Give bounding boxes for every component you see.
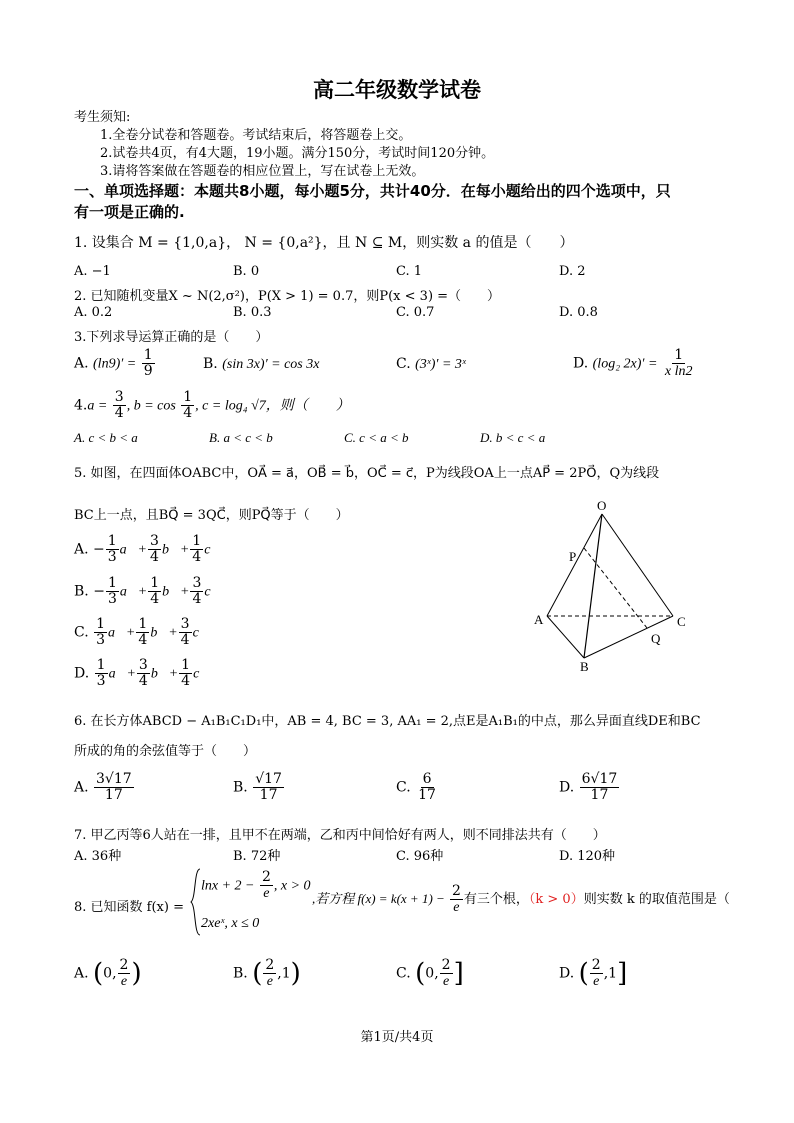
q3-b-expr: (sin 3x)′ = cos 3x <box>222 357 320 372</box>
q6-c-label: C. <box>396 779 411 796</box>
q5-b-label: B. <box>74 583 89 600</box>
q8-d-label: D. <box>559 965 575 982</box>
q8-option-a <box>74 958 142 989</box>
q6-a-den: 17 <box>104 787 123 803</box>
q5-d-v3: c⃗ <box>193 666 211 682</box>
q1-option-d: D. 2 <box>559 264 586 279</box>
tetrahedron-figure <box>525 498 705 676</box>
q8-case1-b: , x > 0 <box>273 878 311 894</box>
q6-c-den: 17 <box>418 787 436 803</box>
notice-heading: 考生须知: <box>74 110 131 125</box>
q3-option-d <box>573 348 696 379</box>
q7-option-b: B. 72种 <box>233 849 281 864</box>
section-heading-line2: 有一项是正确的. <box>74 203 185 221</box>
q6-d-fraction <box>580 772 620 803</box>
q8-b-right: ,1 <box>277 965 291 982</box>
q8-case1 <box>201 870 311 901</box>
q5-option-a <box>74 534 221 565</box>
q5-a-frac1-den: 3 <box>107 549 117 565</box>
q8-b-close: ) <box>290 958 301 989</box>
q8-mid: ,若方程 f(x) = k(x + 1) − <box>312 891 445 906</box>
q2-stem: 2. 已知随机变量X ~ N(2,σ²)，P(X > 1) = 0.7，则P(x < 3) =（ ） <box>74 289 501 304</box>
q5-b-frac2-num: 1 <box>150 575 160 591</box>
q8-mid-den: e <box>453 900 460 915</box>
q8-d-num: 2 <box>591 957 601 973</box>
q5-a-frac2-den: 4 <box>150 549 159 565</box>
q8-c-close: ] <box>453 958 464 989</box>
q6-c-fraction <box>416 772 438 803</box>
q5-b-frac3-den: 4 <box>192 591 202 607</box>
q3-d-fraction <box>663 348 695 379</box>
q5-c-frac2-den: 4 <box>138 632 148 648</box>
q1-stem: 1. 设集合 M = {1,0,a}， N = {0,a²}，且 N ⊆ M，则实数 a 的值是（ ） <box>74 235 574 251</box>
q4-a-fraction <box>113 390 126 421</box>
q5-a-v1: a⃗+ <box>119 542 148 558</box>
q5-c-v2: b⃗+ <box>150 625 178 641</box>
q7-stem: 7. 甲乙丙等6人站在一排，且甲不在两端，乙和丙中间恰好有两人，则不同排法共有（ ） <box>74 828 606 843</box>
q5-a-label: A. <box>74 541 89 558</box>
q3-c-expr: (3ˣ)′ = 3ˣ <box>415 357 466 372</box>
q5-b-v3: c⃗ <box>204 584 222 600</box>
q5-c-frac1 <box>94 617 107 648</box>
q5-a-frac2-num: 3 <box>150 533 159 549</box>
q4-a-part: a = <box>87 398 108 414</box>
q3-option-a <box>74 348 156 379</box>
q5-d-frac2-den: 4 <box>138 673 148 689</box>
q5-a-v3: c⃗ <box>204 542 222 558</box>
q8-b-label: B. <box>233 965 248 982</box>
q8-red-condition: （k > 0） <box>528 892 584 907</box>
q3-a-fraction <box>142 348 155 379</box>
q1-option-a: A. −1 <box>74 264 111 279</box>
q6-a-label: A. <box>74 779 89 796</box>
q5-a-v2: b⃗+ <box>161 542 190 558</box>
q1-option-b: B. 0 <box>233 264 260 279</box>
page-title: 高二年级数学试卷 <box>313 78 481 102</box>
q5-b-v1: a⃗+ <box>119 584 148 600</box>
q3-option-c <box>396 356 466 373</box>
q3-a-label: A. <box>74 355 89 372</box>
label-c: C <box>677 614 686 629</box>
q6-stem-line2: 所成的角的余弦值等于（ ） <box>74 744 257 759</box>
q4-b-num: 1 <box>183 389 193 405</box>
q8-option-d <box>559 958 627 989</box>
q4-b-part: , b = cos <box>126 398 176 414</box>
q8-option-b <box>233 958 301 989</box>
q8-case1-fraction <box>260 870 273 901</box>
q5-b-v2: b⃗+ <box>162 584 190 600</box>
q3-d-num: 1 <box>674 347 684 363</box>
q8-case1-a: lnx + 2 − <box>201 878 255 894</box>
q8-d-right: ,1 <box>603 965 618 982</box>
q8-a-label: A. <box>74 965 89 982</box>
q4-prefix: 4. <box>74 397 88 414</box>
q8-c-label: C. <box>396 965 411 982</box>
q8-option-c <box>396 958 464 989</box>
q5-a-sign: − <box>93 541 105 558</box>
q8-a-close: ) <box>131 958 142 989</box>
q8-b-open: ( <box>252 958 263 989</box>
q6-option-c <box>396 772 439 803</box>
q5-c-frac3 <box>179 617 192 648</box>
q5-b-frac1-den: 3 <box>107 591 117 607</box>
q8-b-den: e <box>266 974 273 989</box>
q8-c-fraction <box>440 958 453 989</box>
q4-a-num: 3 <box>114 389 124 405</box>
q5-a-frac3 <box>190 534 203 565</box>
notice-item-1: 1.全卷分试卷和答题卷。考试结束后，将答题卷上交。 <box>100 128 412 143</box>
q2-option-a: A. 0.2 <box>74 305 113 320</box>
label-p: P <box>569 549 577 564</box>
q5-b-frac1-num: 1 <box>107 575 117 591</box>
q5-c-frac1-den: 3 <box>96 632 106 648</box>
q5-d-frac3-den: 4 <box>181 673 191 689</box>
q5-c-frac2 <box>136 617 149 648</box>
edge-oa <box>547 514 602 616</box>
q8-mid-num: 2 <box>451 883 461 899</box>
notice-item-3: 3.请将答案做在答题卷的相应位置上，写在试卷上无效。 <box>100 164 425 179</box>
section-heading-line1: 一、单项选择题：本题共8小题，每小题5分，共计40分．在每小题给出的四个选项中，只 <box>74 182 671 200</box>
q8-a-den: e <box>120 974 128 989</box>
q5-c-v1: a⃗+ <box>108 625 136 641</box>
q4-a-den: 4 <box>114 405 124 421</box>
q5-c-frac3-num: 3 <box>180 616 190 632</box>
q5-b-frac2-den: 4 <box>150 591 160 607</box>
q3-stem: 3.下列求导运算正确的是（ ） <box>74 330 269 345</box>
notice-item-2: 2.试卷共4页，有4大题，19小题。满分150分，考试时间120分钟。 <box>100 146 495 161</box>
q8-c-open: ( <box>415 958 426 989</box>
segment-pq <box>584 548 647 628</box>
q4-b-den: 4 <box>183 405 193 421</box>
q5-stem-line2: BC上一点，且BQ⃗ = 3QC⃗，则PQ⃗等于（ ） <box>74 508 349 523</box>
q5-option-b <box>74 576 222 607</box>
q8-case2: 2xeˣ, x ≤ 0 <box>201 916 260 931</box>
q6-d-label: D. <box>559 779 575 796</box>
label-b: B <box>580 659 589 674</box>
q5-c-frac3-den: 4 <box>180 632 190 648</box>
q2-option-c: C. 0.7 <box>396 305 435 320</box>
q6-option-d <box>559 772 620 803</box>
q8-b-fraction <box>263 958 276 989</box>
q6-option-a <box>74 772 135 803</box>
q6-b-fraction <box>253 772 284 803</box>
q6-c-num: 6 <box>422 771 432 787</box>
q5-d-label: D. <box>74 665 90 682</box>
q8-case1-num: 2 <box>261 869 271 885</box>
q2-option-d: D. 0.8 <box>559 305 598 320</box>
q3-d-label: D. <box>573 355 589 372</box>
q8-c-left: 0, <box>425 965 439 982</box>
q5-d-frac2-num: 3 <box>138 657 148 673</box>
label-a: A <box>534 612 544 627</box>
q5-c-label: C. <box>74 624 89 641</box>
q5-b-sign: − <box>93 583 105 600</box>
q5-d-frac2 <box>137 658 150 689</box>
q5-a-frac2 <box>148 534 161 565</box>
q4-option-c: C. c < a < b <box>344 430 409 445</box>
q5-d-frac1-num: 1 <box>96 657 106 673</box>
edge-oc <box>602 514 673 616</box>
q4-c-part: , c = log₄ √7，则（ ） <box>195 398 350 414</box>
q5-b-frac1 <box>106 576 119 607</box>
page-footer: 第1页/共4页 <box>360 1030 434 1045</box>
q8-a-left: 0, <box>103 965 117 982</box>
q3-c-label: C. <box>396 356 411 372</box>
q3-a-expr: (ln9)′ = <box>93 356 137 372</box>
q5-a-frac3-den: 4 <box>192 549 202 565</box>
label-o: O <box>597 498 607 513</box>
q5-b-frac3 <box>190 576 203 607</box>
q5-d-frac3-num: 1 <box>181 657 191 673</box>
q8-mid-tail: 有三个根， <box>463 892 529 907</box>
q8-d-open: ( <box>578 958 589 989</box>
q8-mid-fraction <box>450 884 463 915</box>
q3-a-num: 1 <box>143 347 153 363</box>
q6-d-den: 17 <box>590 787 609 803</box>
q6-b-den: 17 <box>259 787 278 803</box>
q8-tail: 则实数 k 的取值范围是（ <box>583 892 730 907</box>
q8-a-open: ( <box>93 958 104 989</box>
q7-option-d: D. 120种 <box>559 849 616 864</box>
q6-a-num: 3√17 <box>96 771 132 787</box>
q8-a-fraction <box>118 958 131 989</box>
q5-d-v2: b⃗+ <box>150 666 179 682</box>
edge-ob <box>584 514 602 658</box>
q3-d-expr: (log₂ 2x)′ = <box>592 356 658 372</box>
q3-d-den: x ln2 <box>664 364 693 379</box>
q5-option-c <box>74 617 210 648</box>
q8-d-den: e <box>593 974 600 989</box>
q8-d-fraction <box>590 958 603 989</box>
q5-c-frac1-num: 1 <box>96 616 106 632</box>
q5-stem-line1: 5. 如图，在四面体OABC中，OA⃗ = a⃗，OB⃗ = b⃗，OC⃗ = c⃗，P为线段OA上一点AP⃗ = 2PO⃗，Q为线段 <box>74 466 660 481</box>
q8-a-num: 2 <box>119 957 129 973</box>
q8-d-close: ] <box>617 958 628 989</box>
q6-b-num: √17 <box>255 771 282 787</box>
q5-c-frac2-num: 1 <box>138 616 148 632</box>
q1-option-c: C. 1 <box>396 264 423 279</box>
edge-ab <box>547 616 584 658</box>
q2-option-b: B. 0.3 <box>233 305 272 320</box>
label-q: Q <box>651 631 661 646</box>
q6-stem-line1: 6. 在长方体ABCD − A₁B₁C₁D₁中，AB = 4, BC = 3, AA₁ = 2,点E是A₁B₁的中点，那么异面直线DE和BC <box>74 714 701 729</box>
q6-option-b <box>233 772 285 803</box>
q4-option-a: A. c < b < a <box>74 430 138 445</box>
q5-d-frac1-den: 3 <box>96 673 106 689</box>
q3-b-label: B. <box>203 356 218 372</box>
q4-option-b: B. a < c < b <box>209 430 273 445</box>
q8-case1-den: e <box>263 886 270 901</box>
q8-c-den: e <box>442 974 450 989</box>
q5-d-frac1 <box>95 658 108 689</box>
q5-a-frac3-num: 1 <box>192 533 202 549</box>
q5-option-d <box>74 658 210 689</box>
q7-option-c: C. 96种 <box>396 849 444 864</box>
q4-option-d: D. b < c < a <box>480 430 546 445</box>
q3-a-den: 9 <box>143 363 153 379</box>
q8-prefix: 8. 已知函数 f(x) = <box>74 900 184 915</box>
q3-option-b <box>203 356 319 373</box>
q8-b-num: 2 <box>265 957 275 973</box>
q5-b-frac2 <box>148 576 161 607</box>
q5-a-frac1-num: 1 <box>107 533 117 549</box>
q6-a-fraction <box>94 772 134 803</box>
q5-c-v3: c⃗ <box>192 625 210 641</box>
q8-equation <box>312 884 730 915</box>
q5-a-frac1 <box>106 534 119 565</box>
q4-b-fraction <box>181 390 194 421</box>
q4-stem <box>74 390 350 421</box>
q8-c-num: 2 <box>441 957 451 973</box>
q5-d-v1: a⃗+ <box>108 666 136 682</box>
q5-d-frac3 <box>179 658 192 689</box>
q6-b-label: B. <box>233 779 248 796</box>
q7-option-a: A. 36种 <box>74 849 122 864</box>
q6-d-num: 6√17 <box>581 771 618 787</box>
q5-b-frac3-num: 3 <box>192 575 202 591</box>
